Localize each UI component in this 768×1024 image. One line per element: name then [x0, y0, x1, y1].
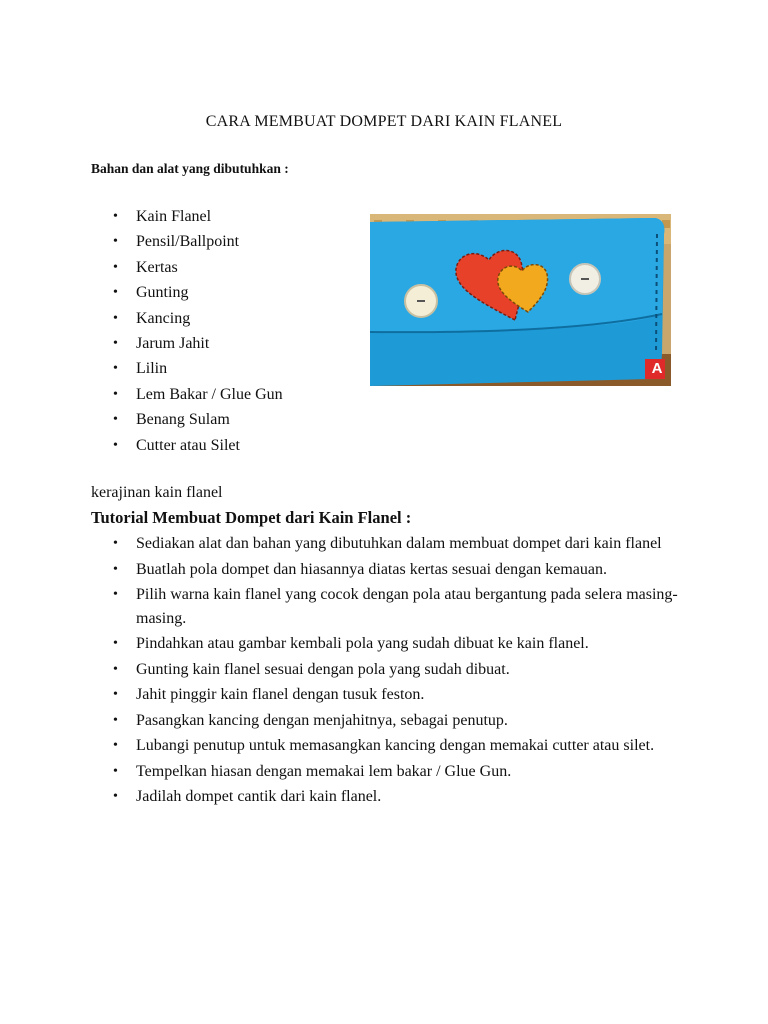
bullet-icon: •: [113, 712, 118, 728]
bullet-icon: •: [113, 361, 118, 377]
tutorial-heading: Tutorial Membuat Dompet dari Kain Flanel :: [91, 508, 412, 527]
bullet-icon: •: [113, 687, 118, 702]
materials-heading: Bahan dan alat yang dibutuhkan :: [91, 161, 289, 176]
felt-wallet-image: [370, 214, 671, 386]
bullet-icon: •: [113, 209, 118, 224]
list-item: • Pasangkan kancing dengan menjahitnya, sebagai penutup.: [113, 709, 683, 733]
list-item: • Jadilah dompet cantik dari kain flanel.: [113, 785, 683, 809]
bullet-icon: •: [113, 661, 118, 677]
list-item: • Pensil/Ballpoint: [113, 231, 283, 256]
list-item: • Jarum Jahit: [113, 333, 283, 358]
list-item: • Lubangi penutup untuk memasangkan kancing dengan memakai cutter atau silet.: [113, 734, 683, 758]
bullet-icon: •: [113, 789, 118, 804]
list-item: • Kertas: [113, 257, 283, 282]
list-item: • Kain Flanel: [113, 206, 283, 231]
list-item: • Buatlah pola dompet dan hiasannya diatas kertas sesuai dengan kemauan.: [113, 558, 683, 582]
image-caption: kerajinan kain flanel: [91, 484, 223, 501]
materials-list: [113, 206, 283, 460]
list-item: • Lem Bakar / Glue Gun: [113, 384, 283, 409]
list-item: • Sediakan alat dan bahan yang dibutuhkan dalam membuat dompet dari kain flanel: [113, 532, 683, 556]
bullet-icon: •: [113, 587, 118, 602]
bullet-icon: •: [113, 412, 118, 428]
list-item: • Pindahkan atau gambar kembali pola yang sudah dibuat ke kain flanel.: [113, 632, 683, 656]
list-item: • Pilih warna kain flanel yang cocok dengan pola atau bergantung pada selera masing-masing.: [113, 583, 683, 630]
list-item: • Tempelkan hiasan dengan memakai lem bakar / Glue Gun.: [113, 760, 683, 784]
watermark-badge-text: A: [651, 360, 663, 377]
list-item: • Gunting: [113, 282, 283, 307]
list-item: • Benang Sulam: [113, 409, 283, 434]
bullet-icon: •: [113, 285, 118, 301]
steps-list: [113, 532, 683, 811]
list-item: • Kancing: [113, 308, 283, 333]
list-item: • Gunting kain flanel sesuai dengan pola yang sudah dibuat.: [113, 658, 683, 682]
bullet-icon: •: [113, 310, 118, 326]
document-title: CARA MEMBUAT DOMPET DARI KAIN FLANEL: [205, 113, 563, 130]
bullet-icon: •: [113, 335, 118, 351]
bullet-icon: •: [113, 437, 118, 453]
list-item: • Jahit pinggir kain flanel dengan tusuk feston.: [113, 683, 683, 707]
list-item: • Lilin: [113, 358, 283, 383]
bullet-icon: •: [113, 259, 118, 275]
list-item: • Cutter atau Silet: [113, 435, 283, 460]
bullet-icon: •: [113, 763, 118, 779]
bullet-icon: •: [113, 386, 118, 402]
bullet-icon: •: [113, 561, 118, 577]
bullet-icon: •: [113, 636, 118, 651]
felt-wallet-photo: [370, 214, 671, 386]
bullet-icon: •: [113, 234, 118, 250]
bullet-icon: •: [113, 536, 118, 551]
bullet-icon: •: [113, 738, 118, 753]
